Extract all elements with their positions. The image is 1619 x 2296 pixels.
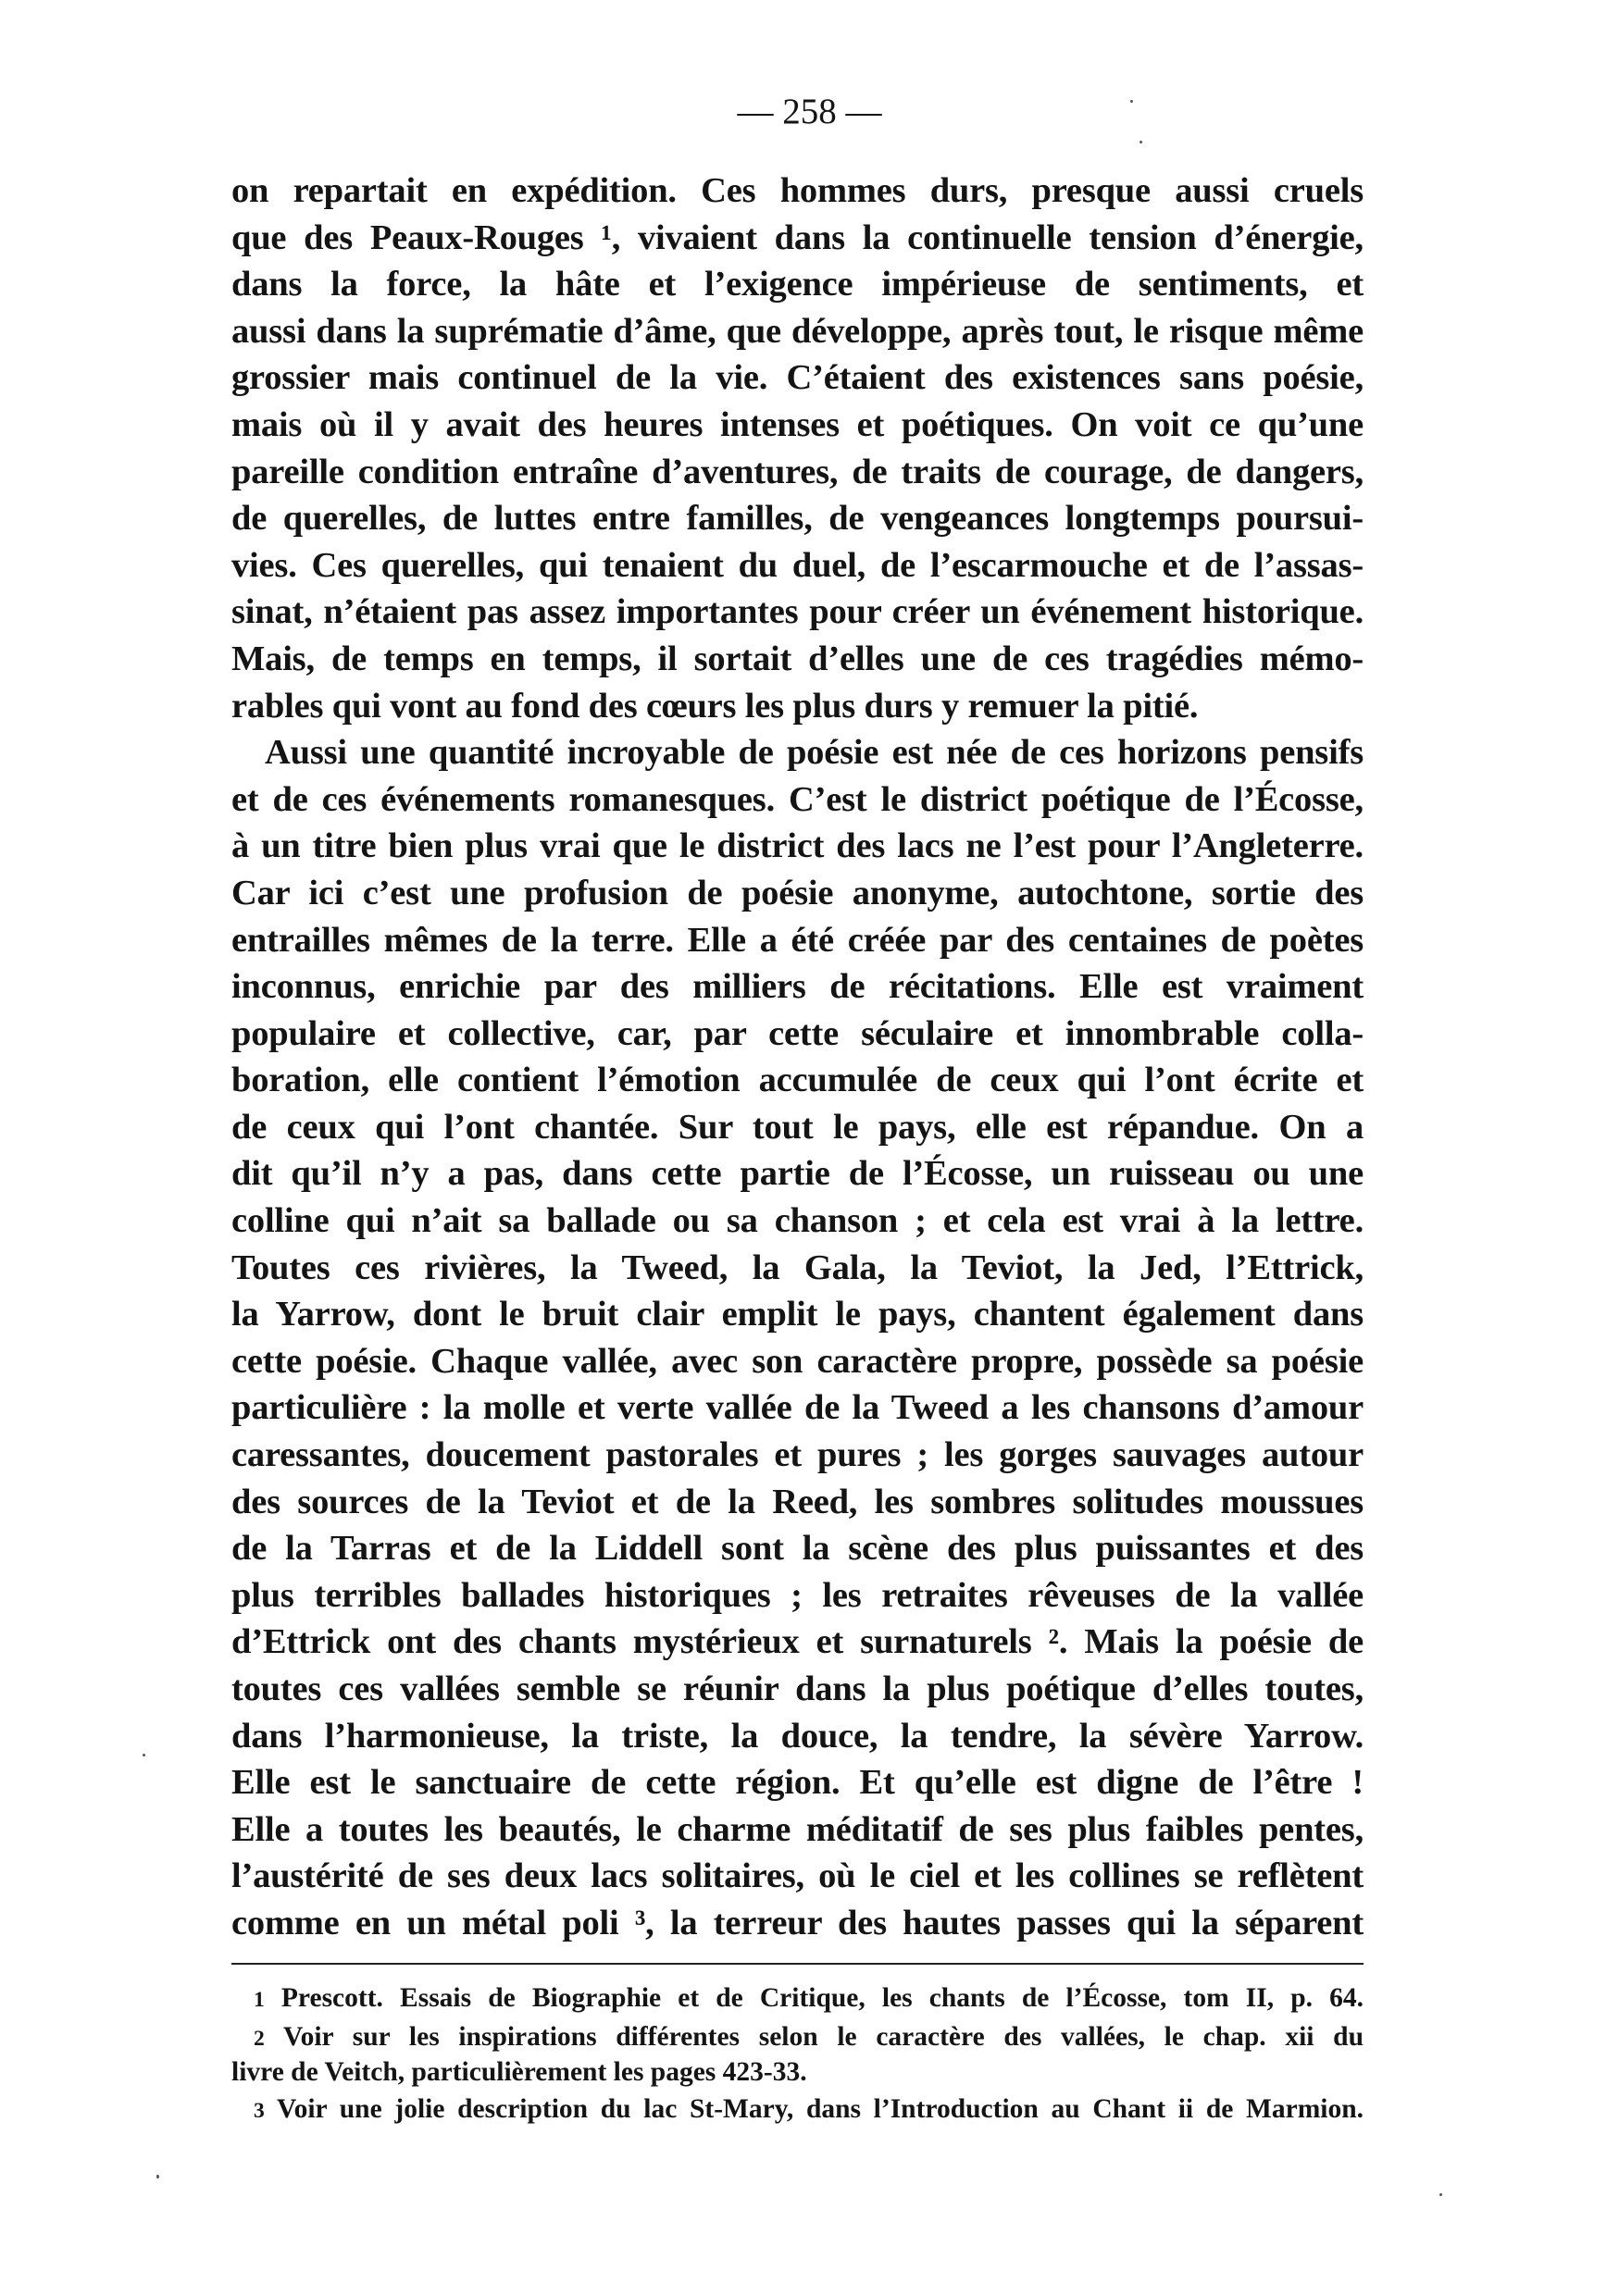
text-line: colline qui n’ait sa ballade ou sa chanson ; et cela est vrai à la lettre. [231, 1201, 1364, 1241]
text-line: de ceux qui l’ont chantée. Sur tout le pays, elle est répandue. On a [231, 1107, 1364, 1147]
text-line: cette poésie. Chaque vallée, avec son caractère propre, possède sa poésie [231, 1341, 1364, 1381]
text-line: et de ces événements romanesques. C’est le district poétique de l’Écosse, [231, 779, 1364, 819]
text-line: pareille condition entraîne d’aventures, de traits de courage, de dangers, [231, 452, 1364, 491]
footnote-divider [231, 1963, 1364, 1965]
text-line: l’austérité de ses deux lacs solitaires, où le ciel et les collines se reflètent [231, 1856, 1364, 1896]
text-line: dit qu’il n’y a pas, dans cette partie de l’Écosse, un ruisseau ou une [231, 1154, 1364, 1194]
footnote-text: Voir une jolie description du lac St-Mary, dans l’Introduction au Chant ii de Marmion. [276, 2094, 1364, 2124]
footnote-marker: 2 [254, 2027, 265, 2051]
footnote-text: Voir sur les inspirations différentes selon le caractère des vallées, le chap. xii du [282, 2022, 1364, 2052]
text-line: à un titre bien plus vrai que le district des lacs ne l’est pour l’Angleterre. [231, 826, 1364, 866]
text-line: Mais, de temps en temps, il sortait d’elles une de ces tragédies mémo- [231, 639, 1364, 678]
text-line: mais où il y avait des heures intenses et poétiques. On voit ce qu’une [231, 404, 1364, 444]
footnote-1 [231, 1981, 1364, 2017]
text-line: inconnus, enrichie par des milliers de récitations. Elle est vraiment [231, 967, 1364, 1007]
text-line: rables qui vont au fond des cœurs les plus durs y remuer la pitié. [231, 686, 1199, 726]
text-line: que des Peaux-Rouges ¹, vivaient dans la continuelle tension d’énergie, [231, 217, 1364, 257]
body-text [231, 168, 1364, 1947]
text-line: vies. Ces querelles, qui tenaient du duel, de l’escarmouche et de l’assas- [231, 545, 1364, 585]
footnote-2 [231, 2020, 1364, 2055]
scan-speck [143, 1754, 145, 1756]
text-line: Aussi une quantité incroyable de poésie est née de ces horizons pensifs [265, 733, 1364, 773]
footnotes [231, 1981, 1364, 2128]
text-line: Toutes ces rivières, la Tweed, la Gala, la Teviot, la Jed, l’Ettrick, [231, 1247, 1364, 1287]
scan-speck [1140, 141, 1142, 143]
text-line: dans l’harmonieuse, la triste, la douce, la tendre, la sévère Yarrow. [231, 1716, 1364, 1756]
text-line: Elle est le sanctuaire de cette région. Et qu’elle est digne de l’être ! [231, 1763, 1364, 1803]
text-line: on repartait en expédition. Ces hommes durs, presque aussi cruels [231, 171, 1364, 210]
text-line: entrailles mêmes de la terre. Elle a été créée par des centaines de poètes [231, 920, 1364, 960]
text-line: Car ici c’est une profusion de poésie anonyme, autochtone, sortie des [231, 873, 1364, 912]
text-line: caressantes, doucement pastorales et pures ; les gorges sauvages autour [231, 1435, 1364, 1475]
footnote-marker: 1 [254, 1988, 265, 2012]
text-line: de la Tarras et de la Liddell sont la scène des plus puissantes et des [231, 1529, 1364, 1569]
text-line: sinat, n’étaient pas assez importantes pour créer un événement historique. [231, 592, 1364, 632]
text-line: particulière : la molle et verte vallée de la Tweed a les chansons d’amour [231, 1388, 1364, 1428]
footnote-marker: 3 [254, 2099, 265, 2123]
footnote-2-continuation: livre de Veitch, particulièrement les pages 423-33. [231, 2057, 807, 2087]
text-line: Elle a toutes les beautés, le charme méditatif de ses plus faibles pentes, [231, 1809, 1364, 1849]
text-line: aussi dans la suprématie d’âme, que développe, après tout, le risque même [231, 311, 1364, 351]
text-line: plus terribles ballades historiques ; les retraites rêveuses de la vallée [231, 1575, 1364, 1615]
scan-speck [1439, 2193, 1442, 2196]
text-line: la Yarrow, dont le bruit clair emplit le pays, chantent également dans [231, 1295, 1364, 1334]
text-line: de querelles, de luttes entre familles, de vengeances longtemps poursui- [231, 499, 1364, 539]
text-line: boration, elle contient l’émotion accumulée de ceux qui l’ont écrite et [231, 1061, 1364, 1100]
scan-speck [156, 2175, 159, 2178]
text-line: comme en un métal poli ³, la terreur des hautes passes qui la séparent [231, 1903, 1364, 1942]
footnote-3 [231, 2092, 1364, 2128]
text-line: grossier mais continuel de la vie. C’étaient des existences sans poésie, [231, 358, 1364, 398]
page-number: — 258 — [737, 92, 882, 131]
text-line: populaire et collective, car, par cette séculaire et innombrable colla- [231, 1013, 1364, 1053]
text-line: toutes ces vallées semble se réunir dans la plus poétique d’elles toutes, [231, 1669, 1364, 1708]
scan-speck [1130, 100, 1133, 103]
text-line: des sources de la Teviot et de la Reed, les sombres solitudes moussues [231, 1482, 1364, 1521]
text-line: d’Ettrick ont des chants mystérieux et surnaturels ². Mais la poésie de [231, 1622, 1364, 1662]
text-line: dans la force, la hâte et l’exigence impérieuse de sentiments, et [231, 265, 1364, 304]
footnote-text: Prescott. Essais de Biographie et de Critique, les chants de l’Écosse, tom II, p. 64. [280, 1983, 1364, 2013]
